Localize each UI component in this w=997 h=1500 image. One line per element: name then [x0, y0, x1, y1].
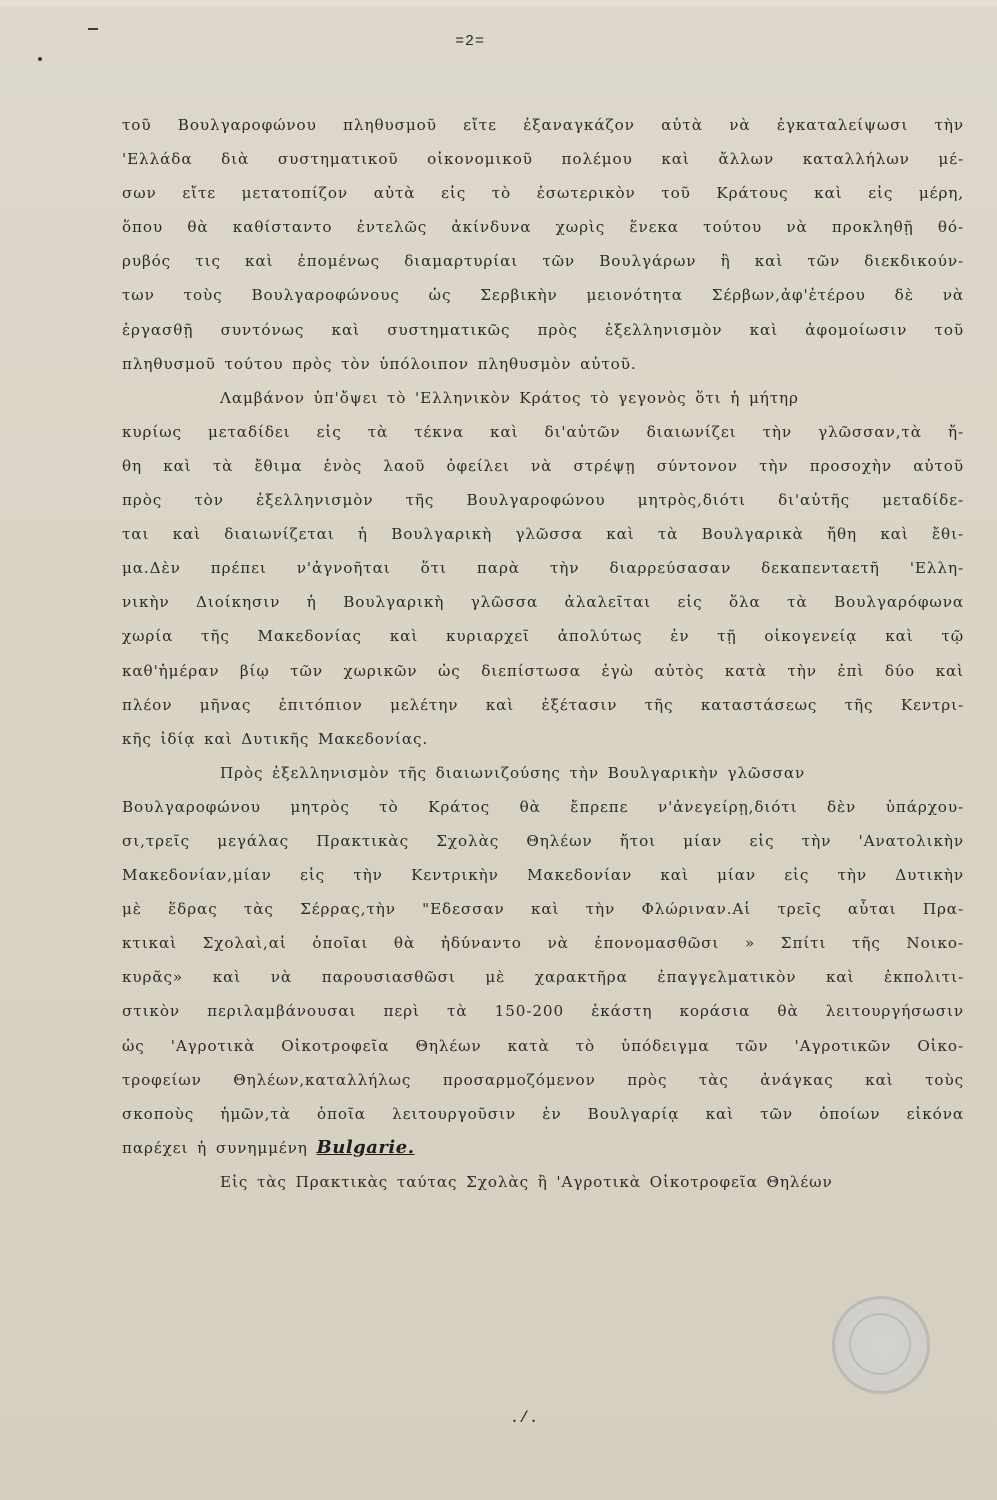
- text-line: πρὸς τὸν ἐξελληνισμὸν τῆς Βουλγαροφώνου μητρὸς,διότι δι'αὐτῆς μεταδίδε-: [122, 491, 964, 510]
- text-line: ται καὶ διαιωνίζεται ἡ Βουλγαρικὴ γλῶσσα καὶ τὰ Βουλγαρικὰ ἤθη καὶ ἔθι-: [122, 525, 964, 544]
- text-line: ἐργασθῇ συντόνως καὶ συστηματικῶς πρὸς ἐξελληνισμὸν καὶ ἀφομοίωσιν τοῦ: [122, 320, 964, 339]
- text-line: σων εἴτε μετατοπίζον αὐτὰ εἰς τὸ ἐσωτερικὸν τοῦ Κράτους καὶ εἰς μέρη,: [122, 184, 964, 203]
- continuation-mark: ./.: [509, 1409, 539, 1427]
- text-line: κτικαὶ Σχολαὶ,αἱ ὁποῖαι θὰ ἠδύναντο νὰ ἐπονομασθῶσι » Σπίτι τῆς Νοικο-: [122, 934, 964, 953]
- text-line: μὲ ἕδρας τὰς Σέρρας,τὴν "Εδεσσαν καὶ τὴν Φλώριναν.Αἱ τρεῖς αὗται Πρα-: [122, 900, 964, 919]
- punch-dot: [38, 57, 42, 61]
- text-line: σι,τρεῖς μεγάλας Πρακτικὰς Σχολὰς Θηλέων ἤτοι μίαν εἰς τὴν 'Ανατολικὴν: [122, 831, 964, 850]
- text-line: ὡς 'Αγροτικὰ Οἰκοτροφεῖα Θηλέων κατὰ τὸ ὑπόδειγμα τῶν 'Αγροτικῶν Οἰκο-: [122, 1036, 964, 1055]
- paragraph-first-line: Λαμβάνον ὑπ'ὄψει τὸ 'Ελληνικὸν Κράτος τὸ γεγονὸς ὅτι ἡ μήτηρ: [220, 388, 799, 407]
- text-line: των τοὺς Βουλγαροφώνους ὡς Σερβικὴν μειονότητα Σέρβων,ἀφ'ἑτέρου δὲ νὰ: [122, 286, 964, 305]
- paragraph-first-line: Πρὸς ἐξελληνισμὸν τῆς διαιωνιζούσης τὴν Βουλγαρικὴν γλῶσσαν: [220, 763, 806, 782]
- top-edge: [0, 0, 997, 6]
- text-line: σκοποὺς ἡμῶν,τὰ ὁποῖα λειτουργοῦσιν ἐν Βουλγαρίᾳ καὶ τῶν ὁποίων εἰκόνα: [122, 1104, 964, 1123]
- text-line: [122, 1131, 964, 1165]
- text-line: πληθυσμοῦ τούτου πρὸς τὸν ὑπόλοιπον πληθυσμὸν αὐτοῦ.: [122, 354, 637, 373]
- body-text: [122, 108, 964, 1199]
- text-line: στικὸν περιλαμβάνουσαι περὶ τὰ 150-200 ἑκάστη κοράσια θὰ λειτουργήσωσιν: [122, 1002, 964, 1021]
- stamp-inner-ring: [849, 1313, 911, 1375]
- text-line: θη καὶ τὰ ἔθιμα ἑνὸς λαοῦ ὀφείλει νὰ στρέψῃ σύντονον τὴν προσοχὴν αὐτοῦ: [122, 456, 964, 475]
- text-line: 'Ελλάδα διὰ συστηματικοῦ οἰκονομικοῦ πολέμου καὶ ἄλλων καταλλήλων μέ-: [122, 150, 964, 169]
- text-line: μα.Δὲν πρέπει ν'ἀγνοῆται ὅτι παρὰ τὴν διαρρεύσασαν δεκαπενταετῆ 'Ελλη-: [122, 559, 964, 578]
- text-line: κυρίως μεταδίδει εἰς τὰ τέκνα καὶ δι'αὐτῶν διαιωνίζει τὴν γλῶσσαν,τὰ ἤ-: [122, 422, 964, 441]
- text-line: κῆς ἰδίᾳ καὶ Δυτικῆς Μακεδονίας.: [122, 729, 429, 748]
- handwritten-insertion: Bulgarie.: [316, 1136, 415, 1158]
- text-line: Μακεδονίαν,μίαν εἰς τὴν Κεντρικὴν Μακεδονίαν καὶ μίαν εἰς τὴν Δυτικὴν: [122, 866, 964, 885]
- text-line: Βουλγαροφώνου μητρὸς τὸ Κράτος θὰ ἔπρεπε ν'ἀνεγείρῃ,διότι δὲν ὑπάρχου-: [122, 797, 964, 816]
- text-line: νικὴν Διοίκησιν ἡ Βουλγαρικὴ γλῶσσα ἀλαλεῖται εἰς ὅλα τὰ Βουλγαρόφωνα: [122, 593, 964, 612]
- paragraph-first-line: Εἰς τὰς Πρακτικὰς ταύτας Σχολὰς ἢ 'Αγροτικὰ Οἰκοτροφεῖα Θηλέων: [220, 1172, 833, 1191]
- text-line: καθ'ἡμέραν βίῳ τῶν χωρικῶν ὡς διεπίστωσα ἐγὼ αὐτὸς κατὰ τὴν ἐπὶ δύο καὶ: [122, 661, 964, 680]
- line-prefix: παρέχει ἡ συνημμένη: [122, 1138, 308, 1157]
- text-line: ὅπου θὰ καθίσταντο ἐντελῶς ἀκίνδυνα χωρὶς ἕνεκα τούτου νὰ προκληθῇ θό-: [122, 218, 964, 237]
- text-line: χωρία τῆς Μακεδονίας καὶ κυριαρχεῖ ἀπολύτως ἐν τῇ οἰκογενείᾳ καὶ τῷ: [122, 627, 964, 646]
- text-line: ρυβός τις καὶ ἐπομένως διαμαρτυρίαι τῶν Βουλγάρων ἢ καὶ τῶν διεκδικούν-: [122, 252, 964, 271]
- page-number: =2=: [454, 33, 485, 50]
- text-line: κυρᾶς» καὶ νὰ παρουσιασθῶσι μὲ χαρακτῆρα ἐπαγγελματικὸν καὶ ἐκπολιτι-: [122, 968, 964, 987]
- text-line: τροφείων Θηλέων,καταλλήλως προσαρμοζόμενον πρὸς τὰς ἀνάγκας καὶ τοὺς: [122, 1070, 964, 1089]
- archive-stamp: [832, 1296, 930, 1394]
- text-line: πλέον μῆνας ἐπιτόπιον μελέτην καὶ ἐξέτασιν τῆς καταστάσεως τῆς Κεντρι-: [122, 695, 964, 714]
- margin-mark: [88, 28, 98, 30]
- text-line: τοῦ Βουλγαροφώνου πληθυσμοῦ εἴτε ἐξαναγκάζον αὐτὰ νὰ ἐγκαταλείψωσι τὴν: [122, 116, 964, 134]
